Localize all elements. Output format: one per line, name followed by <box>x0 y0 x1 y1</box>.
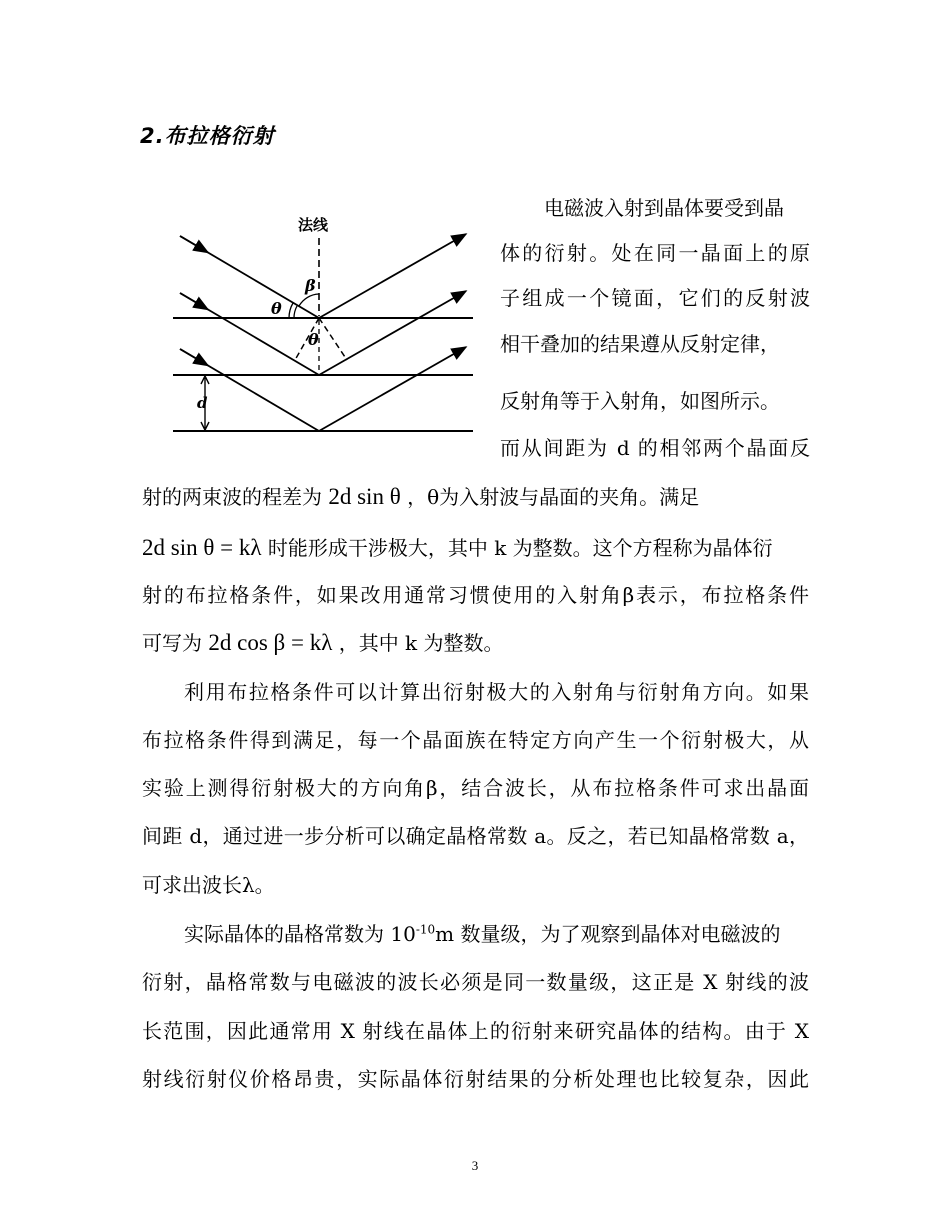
section-title: 2.布拉格衍射 <box>140 124 275 148</box>
para3-line4: 射线衍射仪价格昂贵，实际晶体衍射结果的分析处理也比较复杂，因此 <box>142 1067 809 1091</box>
para1-line8 <box>142 536 773 560</box>
para1-line6: 而从间距为 d 的相邻两个晶面反 <box>500 436 810 460</box>
beta-label: β <box>305 276 316 295</box>
reflected-ray-1 <box>319 234 466 318</box>
para1-line9: 射的布拉格条件，如果改用通常习惯使用的入射角β表示，布拉格条件 <box>142 583 809 607</box>
equation-bragg: 2d sin θ = kλ <box>142 535 262 560</box>
para3-line1 <box>184 922 780 946</box>
para2-line4: 间距 d，通过进一步分析可以确定晶格常数 a。反之，若已知晶格常数 a， <box>142 824 809 848</box>
path-difference-dash-right <box>319 318 347 360</box>
para3-line1b: m 数量级，为了观察到晶体对电磁波的 <box>435 922 781 946</box>
normal-label: 法线 <box>298 216 329 234</box>
theta-label-lower: θ <box>308 330 319 349</box>
para1-line10b: ，其中 k 为整数。 <box>338 631 504 655</box>
para1-line5: 反射角等于入射角，如图所示。 <box>500 389 780 413</box>
para2-line5: 可求出波长λ。 <box>142 873 275 897</box>
theta-arc-2 <box>294 306 297 318</box>
equation-path-difference: 2d sin θ <box>328 484 401 509</box>
para1-line1: 电磁波入射到晶体要受到晶 <box>544 196 784 220</box>
para1-line4: 相干叠加的结果遵从反射定律， <box>500 332 780 356</box>
para3-line1a: 实际晶体的晶格常数为 10 <box>184 922 416 946</box>
para2-line1: 利用布拉格条件可以计算出衍射极大的入射角与衍射角方向。如果 <box>184 680 809 704</box>
para2-line2: 布拉格条件得到满足，每一个晶面族在特定方向产生一个衍射极大，从 <box>142 728 809 752</box>
para1-line7a: 射的两束波的程差为 <box>142 485 322 509</box>
incident-arrow-1 <box>180 236 208 253</box>
bragg-diffraction-figure <box>168 208 478 448</box>
beta-arc <box>299 294 319 306</box>
para1-line7 <box>142 485 699 509</box>
para1-line3: 子组成一个镜面，它们的反射波 <box>500 286 810 310</box>
para2-line3: 实验上测得衍射极大的方向角β，结合波长，从布拉格条件可求出晶面 <box>142 776 809 800</box>
reflected-ray-2 <box>319 291 466 375</box>
para1-line7b: ，θ为入射波与晶面的夹角。满足 <box>407 485 700 509</box>
theta-arc <box>289 303 293 318</box>
para1-line10 <box>142 631 504 655</box>
incident-arrow-3 <box>180 349 208 366</box>
para3-line3: 长范围，因此通常用 X 射线在晶体上的衍射来研究晶体的结构。由于 X <box>142 1019 809 1043</box>
page-number: 3 <box>471 1158 479 1173</box>
para3-line2: 衍射，晶格常数与电磁波的波长必须是同一数量级，这正是 X 射线的波 <box>142 970 809 994</box>
theta-label-left: θ <box>271 299 282 318</box>
equation-bragg-cos: 2d cos β = kλ <box>208 630 333 655</box>
para1-line10a: 可写为 <box>142 631 202 655</box>
reflected-ray-3 <box>319 347 466 431</box>
para1-line8b: 时能形成干涉极大，其中 k 为整数。这个方程称为晶体衍 <box>267 536 773 560</box>
incident-arrow-2 <box>180 293 208 310</box>
exponent: -10 <box>415 922 436 937</box>
d-label: d <box>197 394 208 412</box>
para1-line2: 体的衍射。处在同一晶面上的原 <box>500 241 810 265</box>
